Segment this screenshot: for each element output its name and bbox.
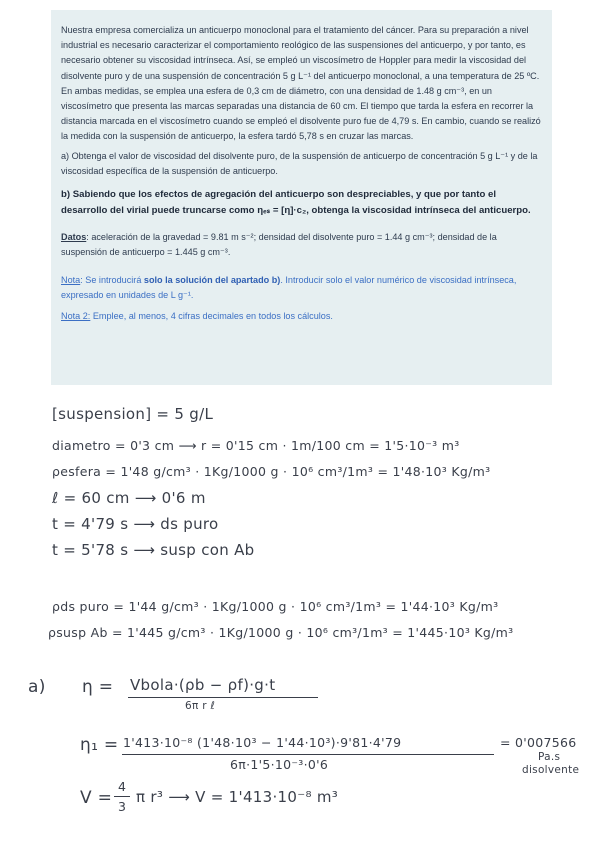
- hw-eta1-numerator: 1'413·10⁻⁸ (1'48·10³ − 1'44·10³)·9'81·4'79: [123, 735, 402, 750]
- hw-eta-numerator: Vbola·(ρb − ρf)·g·t: [130, 676, 276, 694]
- hw-eta1-denominator: 6π·1'5·10⁻³·0'6: [230, 757, 329, 772]
- datos-text: : aceleración de la gravedad = 9.81 m s⁻²; densidad del disolvente puro = 1.44 g cm⁻³; densidad de la suspensión de anticuerpo = 1.445 g cm⁻³.: [61, 232, 497, 258]
- note2-text: Emplee, al menos, 4 cifras decimales en todos los cálculos.: [90, 311, 333, 322]
- hw-volume-rest: π r³ ⟶ V = 1'413·10⁻⁸ m³: [136, 788, 339, 806]
- hw-volume-frac-den: 3: [118, 799, 127, 814]
- hw-eta1-note: disolvente: [522, 764, 580, 776]
- note-strong: solo la solución del apartado b): [143, 274, 281, 285]
- hw-volume-lhs: V =: [80, 788, 113, 808]
- problem-intro: Nuestra empresa comercializa un anticuerpo monoclonal para el tratamiento del cáncer. Para su preparación a nivel industrial es necesario caracterizar el comportamiento reológico de las suspensiones del anticuerpo, y por tanto, es necesario obtener su viscosidad intrínseca. Así, se empleó un viscosímetro de Hoppler para medir la viscosidad del disolvente puro y de una suspensión de concentración 5 g L⁻¹ del anticuerpo monoclonal, a una temperatura de 25 ºC. En ambas medidas, se emplea una esfera de 0,3 cm de diámetro, con una densidad de 1.48 g cm⁻³, en un viscosímetro que presenta las marcas separadas una distancia de 60 cm. El tiempo que tarda la esfera en recorrer la distancia marcada en el viscosímetro cuando se empleó el disolvente puro fue de 4,79 s. En cambio, cuando se realizó la medida con la suspensión de anticuerpo, la esfera tardó 5,78 s en cruzar las marcas.: [61, 25, 541, 142]
- problem-datos: [61, 230, 542, 260]
- hw-time-solvent: t = 4'79 s ⟶ ds puro: [52, 515, 219, 533]
- problem-note-2: [61, 309, 542, 324]
- problem-note: [61, 273, 542, 303]
- problem-part-a: a) Obtenga el valor de viscosidad del disolvente puro, de la suspensión de anticuerpo de concentración 5 g L⁻¹ y de la viscosidad específica de la suspensión de anticuerpo.: [61, 150, 538, 176]
- hw-eta1-lhs: η₁ =: [80, 735, 119, 755]
- note-post: . Introducir solo el valor numérico de viscosidad intrínseca, expresado en unidades de L g⁻¹.: [61, 274, 517, 300]
- hw-suspension-density: ρsusp Ab = 1'445 g/cm³ · 1Kg/1000 g · 10⁶ cm³/1m³ = 1'445·10³ Kg/m³: [48, 625, 514, 640]
- hw-eta1-fraction-bar: [122, 754, 494, 755]
- hw-time-suspension: t = 5'78 s ⟶ susp con Ab: [52, 541, 255, 559]
- problem-statement-box: [51, 10, 552, 385]
- hw-length: ℓ = 60 cm ⟶ 0'6 m: [52, 489, 206, 507]
- hw-solvent-density: ρds puro = 1'44 g/cm³ · 1Kg/1000 g · 10⁶ cm³/1m³ = 1'44·10³ Kg/m³: [52, 599, 499, 614]
- hw-eta-denominator: 6π r ℓ: [185, 700, 216, 712]
- problem-part-b: b) Sabiendo que los efectos de agregación del anticuerpo son despreciables, y que por tanto el desarrollo del virial puede truncarse como ηₑₛ = [η]·c₂, obtenga la viscosidad intrínseca del anticuerpo.: [61, 189, 531, 216]
- note-pre: : Se introducirá: [80, 274, 144, 285]
- hw-volume-frac-num: 4: [118, 779, 127, 794]
- hw-sphere-density: ρesfera = 1'48 g/cm³ · 1Kg/1000 g · 10⁶ cm³/1m³ = 1'48·10³ Kg/m³: [52, 464, 491, 479]
- hw-volume-fraction-bar: [114, 796, 130, 797]
- hw-eta-lhs: η =: [82, 677, 114, 697]
- note2-label: Nota 2:: [61, 311, 91, 322]
- hw-diameter: diametro = 0'3 cm ⟶ r = 0'15 cm · 1m/100 cm = 1'5·10⁻³ m³: [52, 438, 460, 453]
- note-label: Nota: [61, 274, 81, 285]
- hw-eta-fraction-bar: [128, 697, 318, 698]
- hw-part-a-label: a): [28, 677, 46, 697]
- hw-eta1-result: = 0'007566: [500, 735, 577, 750]
- datos-label: Datos: [61, 232, 87, 243]
- hw-concentration: [suspension] = 5 g/L: [52, 405, 214, 423]
- hw-eta1-unit: Pa.s: [538, 751, 561, 763]
